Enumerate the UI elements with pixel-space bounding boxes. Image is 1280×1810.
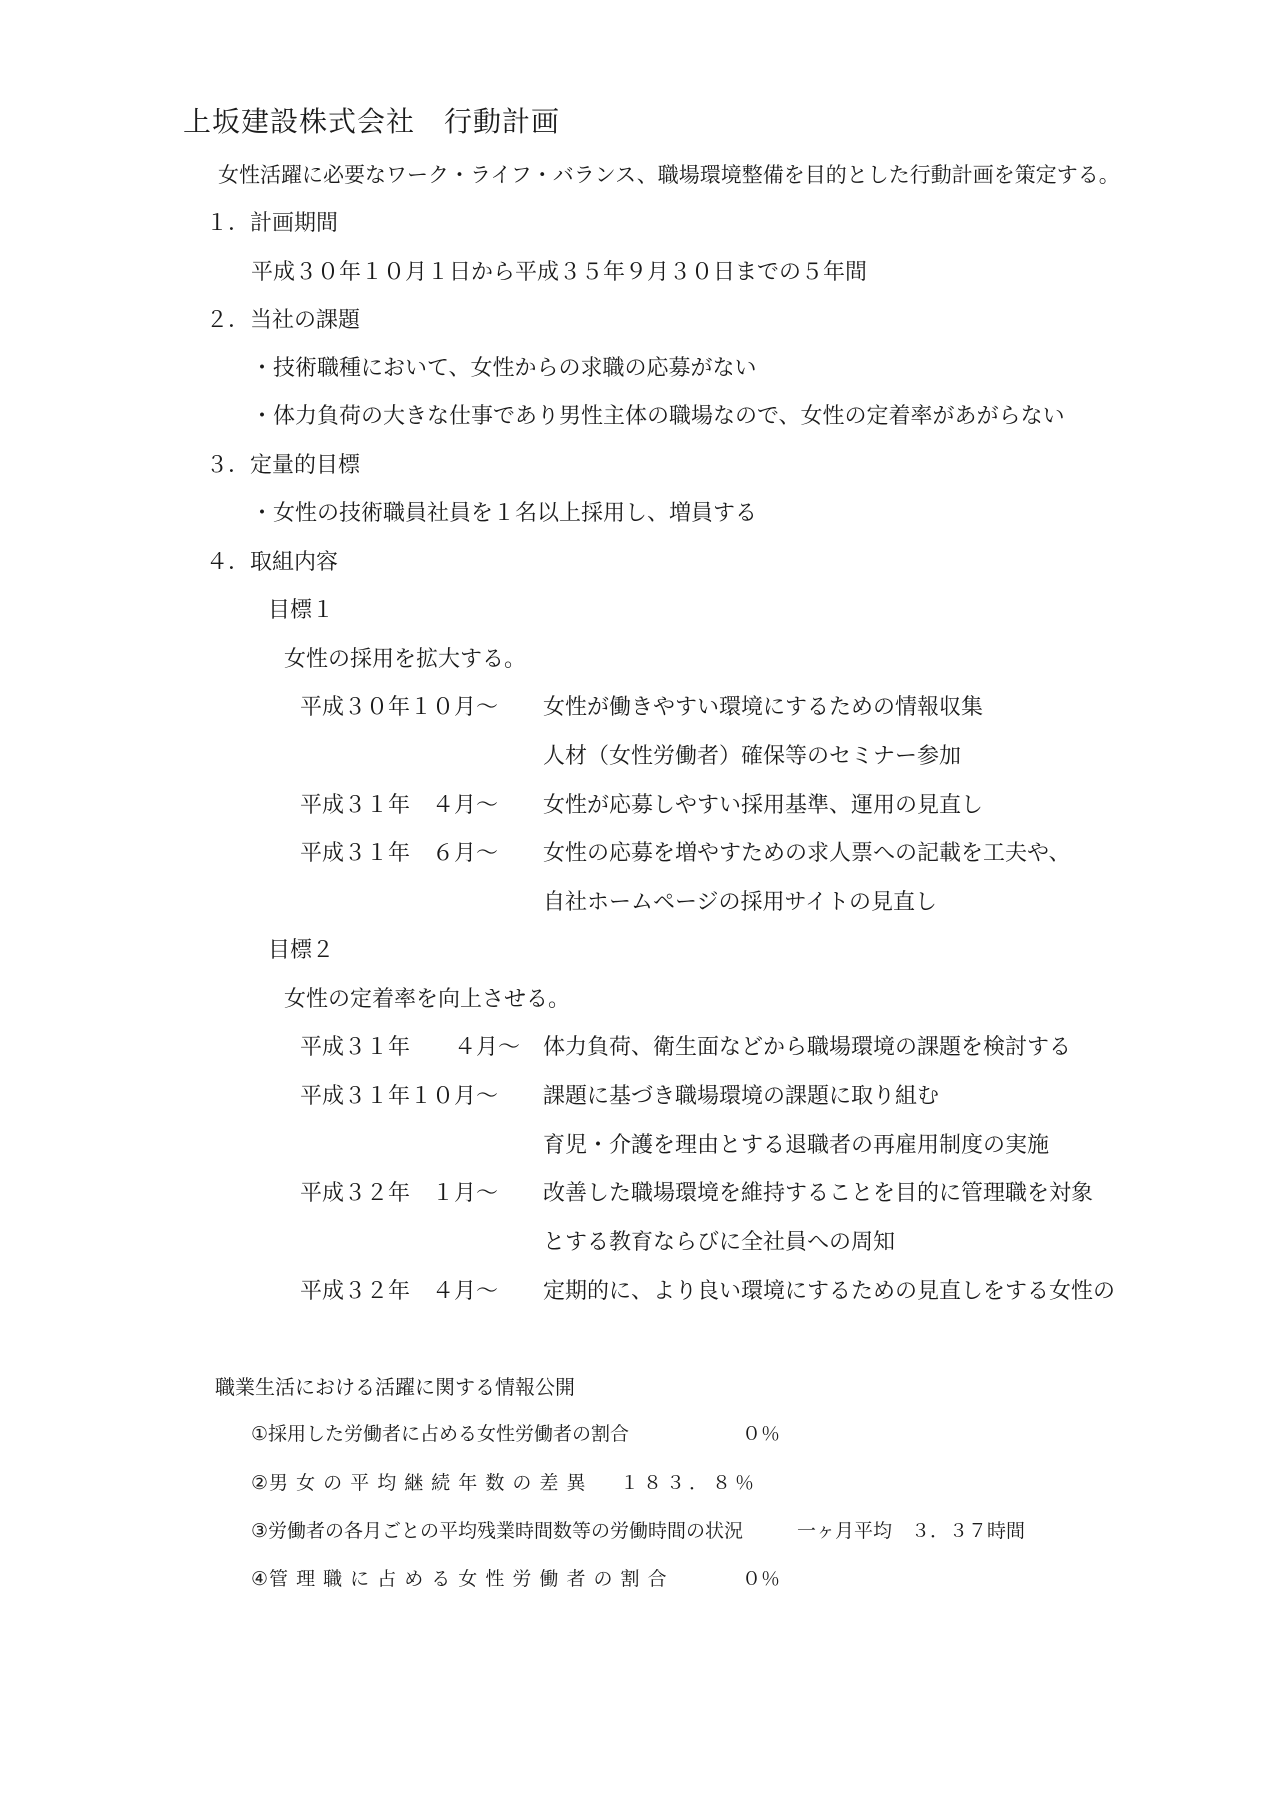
schedule-date: 平成３２年 ４月～: [300, 1279, 499, 1304]
issue-item: ・体力負荷の大きな仕事であり男性主体の職場なので、女性の定着率があがらない: [251, 404, 1065, 429]
disclosure-item-value: ０％: [742, 1568, 781, 1590]
goal-label: 目標２: [268, 938, 335, 963]
schedule-date: 平成３１年１０月～: [300, 1084, 499, 1109]
schedule-action: 体力負荷、衛生面などから職場環境の課題を検討する: [543, 1035, 1072, 1060]
goal-label: 目標１: [268, 598, 335, 623]
schedule-action: 改善した職場環境を維持することを目的に管理職を対象: [543, 1181, 1094, 1206]
goal-description: 女性の採用を拡大する。: [284, 647, 527, 672]
schedule-date: 平成３１年 ４月～: [300, 793, 499, 818]
disclosure-item-value: 一ヶ月平均 ３．３７時間: [797, 1520, 1026, 1542]
section-heading-issues: ２．当社の課題: [206, 308, 361, 333]
goal-description: 女性の定着率を向上させる。: [284, 987, 571, 1012]
schedule-action: 育児・介護を理由とする退職者の再雇用制度の実施: [543, 1133, 1050, 1158]
issue-item: ・技術職種において、女性からの求職の応募がない: [251, 356, 757, 381]
schedule-date: 平成３１年 ６月～: [300, 841, 499, 866]
schedule-date: 平成３２年 １月～: [300, 1181, 499, 1206]
schedule-action: 女性の応募を増やすための求人票への記載を工夫や、: [543, 841, 1071, 866]
schedule-action: 課題に基づき職場環境の課題に取り組む: [543, 1084, 940, 1109]
plan-period-text: 平成３０年１０月１日から平成３５年９月３０日までの５年間: [251, 260, 868, 285]
schedule-action: 女性が働きやすい環境にするための情報収集: [543, 695, 984, 720]
schedule-action: とする教育ならびに全社員への周知: [543, 1230, 896, 1255]
document-title: 上坂建設株式会社 行動計画: [183, 105, 561, 138]
schedule-date: 平成３１年 ４月～: [300, 1035, 521, 1060]
schedule-date: 平成３０年１０月～: [300, 695, 499, 720]
target-item: ・女性の技術職員社員を１名以上採用し、増員する: [251, 501, 758, 526]
disclosure-heading: 職業生活における活躍に関する情報公開: [215, 1375, 575, 1399]
section-heading-targets: ３．定量的目標: [206, 453, 361, 478]
section-heading-actions: ４．取組内容: [206, 550, 339, 575]
schedule-action: 人材（女性労働者）確保等のセミナー参加: [543, 744, 962, 769]
schedule-action: 女性が応募しやすい採用基準、運用の見直し: [543, 793, 984, 818]
disclosure-item-label: ②男 女 の 平 均 継 続 年 数 の 差 異: [251, 1472, 587, 1494]
disclosure-item-value: ０％: [742, 1423, 781, 1445]
disclosure-item-label: ①採用した労働者に占める女性労働者の割合: [251, 1423, 630, 1445]
disclosure-item-value: １８３．８％: [620, 1472, 759, 1494]
schedule-action: 自社ホームページの採用サイトの見直し: [543, 890, 938, 915]
disclosure-item-label: ④管 理 職 に 占 め る 女 性 労 働 者 の 割 合: [251, 1568, 668, 1590]
disclosure-item-label: ③労働者の各月ごとの平均残業時間数等の労働時間の状況: [251, 1520, 744, 1542]
section-heading-period: １．計画期間: [206, 211, 339, 236]
intro-text: 女性活躍に必要なワーク・ライフ・バランス、職場環境整備を目的とした行動計画を策定する。: [218, 163, 1120, 187]
schedule-action: 定期的に、より良い環境にするための見直しをする女性の: [543, 1279, 1116, 1304]
